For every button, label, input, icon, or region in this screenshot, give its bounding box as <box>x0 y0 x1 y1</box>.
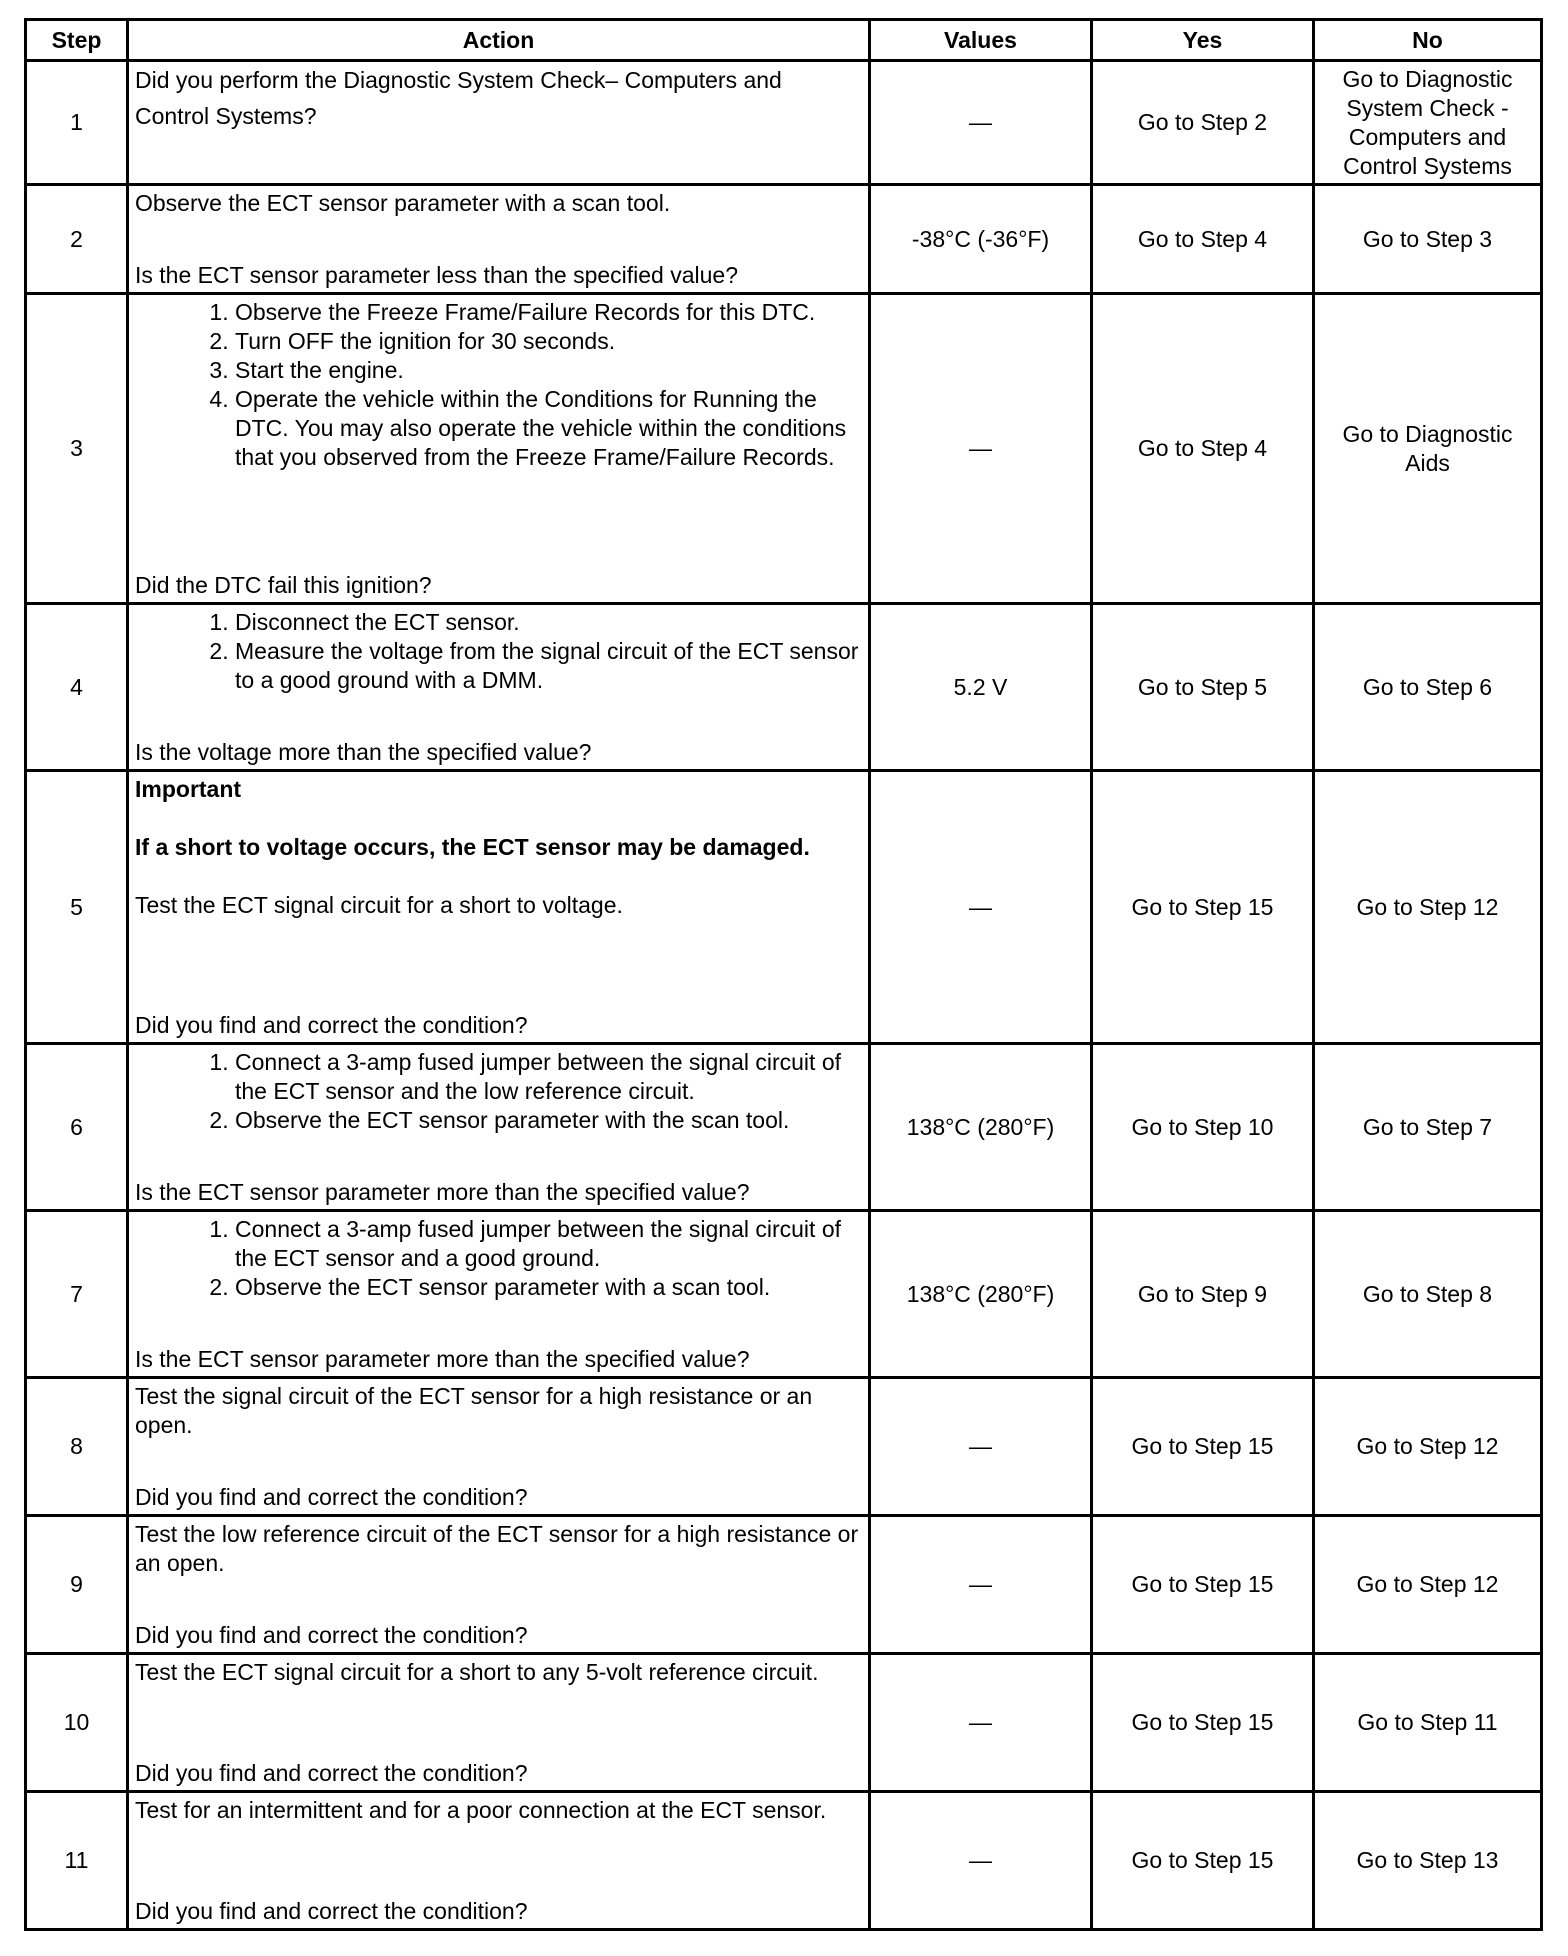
yes-cell: Go to Step 15 <box>1092 1516 1314 1654</box>
no-cell: Go to Step 12 <box>1314 1516 1542 1654</box>
header-row <box>26 20 1542 61</box>
action-cell <box>128 185 870 294</box>
list-item: 2. Turn OFF the ignition for 30 seconds. <box>235 327 862 356</box>
action-list <box>135 1048 862 1135</box>
action-question: Did you find and correct the condition? <box>135 1621 528 1648</box>
action-text: Test the low reference circuit of the ECT sensor for a high resistance or an open. <box>135 1520 859 1576</box>
list-item: 1. Connect a 3-amp fused jumper between the signal circuit of the ECT sensor and the low reference circuit. <box>235 1048 862 1106</box>
no-cell: Go to Step 12 <box>1314 1378 1542 1516</box>
step-number: 10 <box>26 1654 128 1792</box>
action-cell <box>128 1516 870 1654</box>
action-cell <box>128 294 870 604</box>
table-row <box>26 61 1542 185</box>
yes-cell: Go to Step 2 <box>1092 61 1314 185</box>
value-cell: -38°C (-36°F) <box>870 185 1092 294</box>
table-row <box>26 1211 1542 1378</box>
header-step: Step <box>26 20 128 61</box>
yes-cell: Go to Step 5 <box>1092 604 1314 771</box>
action-list <box>135 298 862 472</box>
list-item: 1. Disconnect the ECT sensor. <box>235 608 862 637</box>
action-question: Did you find and correct the condition? <box>135 1483 528 1510</box>
action-question: Did you find and correct the condition? <box>135 1759 528 1786</box>
table-row <box>26 1654 1542 1792</box>
step-number: 6 <box>26 1044 128 1211</box>
step-number: 2 <box>26 185 128 294</box>
yes-cell: Go to Step 10 <box>1092 1044 1314 1211</box>
action-cell <box>128 1378 870 1516</box>
action-cell <box>128 1044 870 1211</box>
action-cell <box>128 1211 870 1378</box>
list-item: 2. Observe the ECT sensor parameter with a scan tool. <box>235 1273 862 1302</box>
step-number: 9 <box>26 1516 128 1654</box>
header-yes: Yes <box>1092 20 1314 61</box>
value-cell: 5.2 V <box>870 604 1092 771</box>
table-row <box>26 1516 1542 1654</box>
no-cell: Go to Step 3 <box>1314 185 1542 294</box>
yes-cell: Go to Step 15 <box>1092 1792 1314 1930</box>
important-note: If a short to voltage occurs, the ECT sensor may be damaged. <box>135 833 810 860</box>
table-row <box>26 1044 1542 1211</box>
list-item: 1. Connect a 3-amp fused jumper between the signal circuit of the ECT sensor and a good ground. <box>235 1215 862 1273</box>
value-cell: 138°C (280°F) <box>870 1211 1092 1378</box>
important-label: Important <box>135 775 242 802</box>
action-cell <box>128 61 870 185</box>
action-text: Test the ECT signal circuit for a short to any 5-volt reference circuit. <box>135 1658 819 1685</box>
value-cell: — <box>870 1516 1092 1654</box>
value-cell: — <box>870 61 1092 185</box>
value-cell: — <box>870 1378 1092 1516</box>
action-cell <box>128 1654 870 1792</box>
step-number: 5 <box>26 771 128 1044</box>
list-item: 4. Operate the vehicle within the Conditions for Running the DTC. You may also operate the vehicle within the conditions that you observed from the Freeze Frame/Failure Records. <box>235 385 862 472</box>
no-cell: Go to Step 7 <box>1314 1044 1542 1211</box>
action-list <box>135 1215 862 1302</box>
no-cell: Go to Step 13 <box>1314 1792 1542 1930</box>
step-number: 3 <box>26 294 128 604</box>
step-number: 8 <box>26 1378 128 1516</box>
step-number: 4 <box>26 604 128 771</box>
value-cell: — <box>870 771 1092 1044</box>
step-number: 7 <box>26 1211 128 1378</box>
yes-cell: Go to Step 15 <box>1092 1654 1314 1792</box>
step-number: 11 <box>26 1792 128 1930</box>
table-row <box>26 1792 1542 1930</box>
action-question: Is the ECT sensor parameter more than the specified value? <box>135 1345 750 1372</box>
list-item: 3. Start the engine. <box>235 356 862 385</box>
action-question: Did you find and correct the condition? <box>135 1011 528 1038</box>
action-list <box>135 608 862 695</box>
table-row <box>26 771 1542 1044</box>
action-text: Did you perform the Diagnostic System Check– Computers and Control Systems? <box>135 67 782 129</box>
list-item: 2. Observe the ECT sensor parameter with the scan tool. <box>235 1106 862 1135</box>
no-cell: Go to Step 8 <box>1314 1211 1542 1378</box>
header-no: No <box>1314 20 1542 61</box>
no-cell: Go to Step 11 <box>1314 1654 1542 1792</box>
action-cell <box>128 1792 870 1930</box>
diagnostic-table <box>24 18 1543 1931</box>
step-number: 1 <box>26 61 128 185</box>
table-row <box>26 1378 1542 1516</box>
action-text: Observe the ECT sensor parameter with a scan tool. <box>135 189 671 216</box>
action-text: Test for an intermittent and for a poor connection at the ECT sensor. <box>135 1796 827 1823</box>
yes-cell: Go to Step 4 <box>1092 294 1314 604</box>
table-row <box>26 185 1542 294</box>
list-item: 1. Observe the Freeze Frame/Failure Records for this DTC. <box>235 298 862 327</box>
header-action: Action <box>128 20 870 61</box>
value-cell: — <box>870 1654 1092 1792</box>
header-values: Values <box>870 20 1092 61</box>
action-text: Test the ECT signal circuit for a short to voltage. <box>135 891 623 918</box>
yes-cell: Go to Step 15 <box>1092 771 1314 1044</box>
no-cell: Go to Diagnostic System Check - Computers and Control Systems <box>1314 61 1542 185</box>
action-cell <box>128 771 870 1044</box>
action-question: Is the voltage more than the specified value? <box>135 738 592 765</box>
yes-cell: Go to Step 4 <box>1092 185 1314 294</box>
action-question: Is the ECT sensor parameter more than the specified value? <box>135 1178 750 1205</box>
action-question: Did you find and correct the condition? <box>135 1897 528 1924</box>
yes-cell: Go to Step 9 <box>1092 1211 1314 1378</box>
value-cell: — <box>870 294 1092 604</box>
action-question: Is the ECT sensor parameter less than the specified value? <box>135 261 739 288</box>
table-row <box>26 604 1542 771</box>
value-cell: 138°C (280°F) <box>870 1044 1092 1211</box>
yes-cell: Go to Step 15 <box>1092 1378 1314 1516</box>
list-item: 2. Measure the voltage from the signal circuit of the ECT sensor to a good ground with a DMM. <box>235 637 862 695</box>
action-text: Test the signal circuit of the ECT sensor for a high resistance or an open. <box>135 1382 813 1438</box>
no-cell: Go to Step 6 <box>1314 604 1542 771</box>
no-cell: Go to Diagnostic Aids <box>1314 294 1542 604</box>
value-cell: — <box>870 1792 1092 1930</box>
table-row <box>26 294 1542 604</box>
action-cell <box>128 604 870 771</box>
no-cell: Go to Step 12 <box>1314 771 1542 1044</box>
action-question: Did the DTC fail this ignition? <box>135 571 432 598</box>
